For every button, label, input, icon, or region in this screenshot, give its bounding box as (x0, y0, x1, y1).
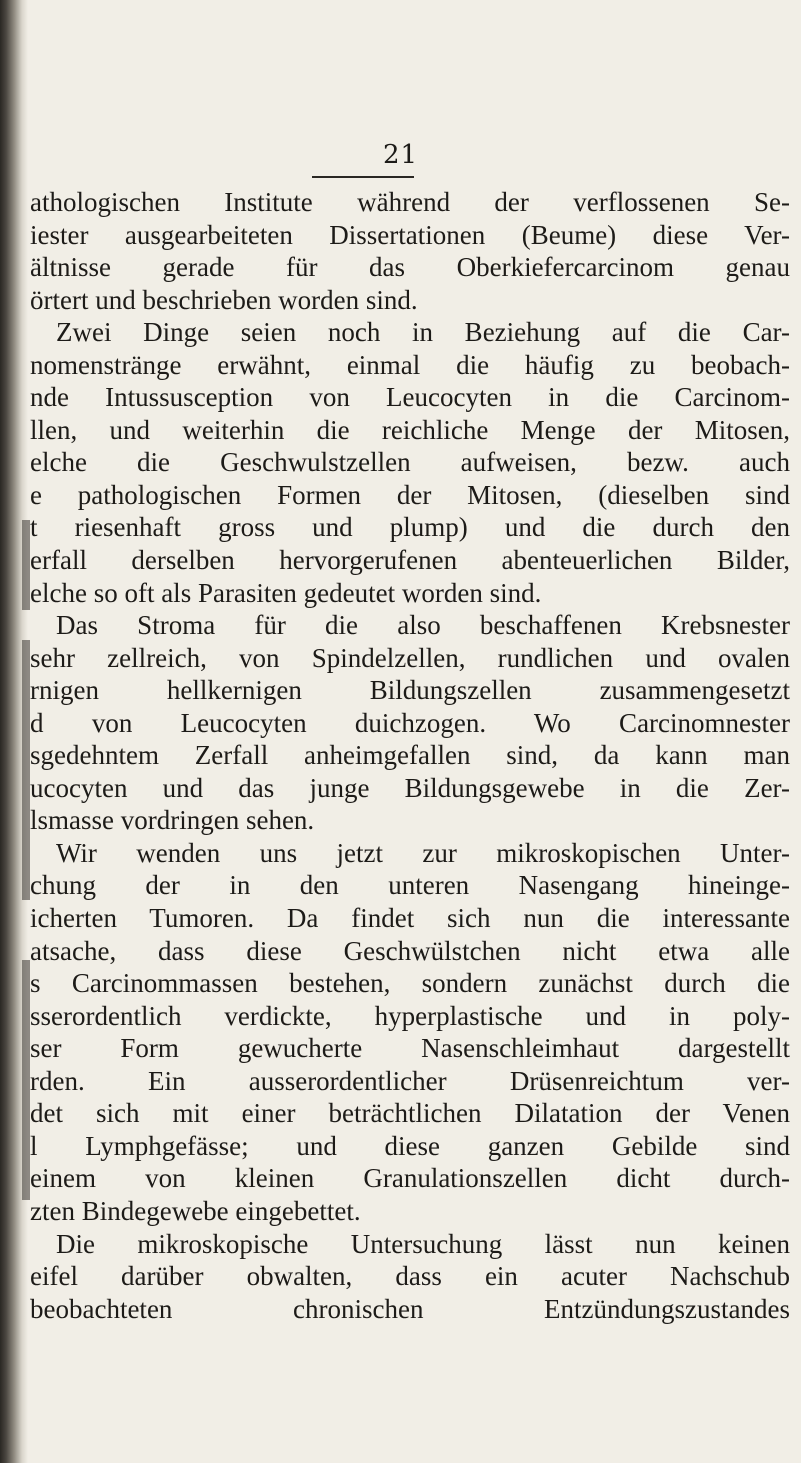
text-line: t riesenhaft gross und plump) und die durch den (30, 512, 790, 543)
text-line: rden. Ein ausserordentlicher Drüsenreichtum ver- (30, 1065, 790, 1096)
text-line: l Lymphgefässe; und diese ganzen Gebilde sind (30, 1130, 790, 1161)
text-line: llen, und weiterhin die reichliche Menge der Mitosen, (30, 414, 790, 445)
text-line: zten Bindegewebe eingebettet. (30, 1195, 361, 1226)
text-line: sgedehntem Zerfall anheimgefallen sind, da kann man (30, 740, 790, 771)
text-line: örtert und beschrieben worden sind. (30, 284, 418, 315)
text-line: elche so oft als Parasiten gedeutet worden sind. (30, 577, 542, 608)
gutter-mark (22, 520, 30, 610)
page-number: 21 (382, 140, 419, 170)
text-line: Das Stroma für die also beschaffenen Krebsnester (56, 610, 790, 641)
text-line: ältnisse gerade für das Oberkiefercarcinom genau (30, 252, 790, 283)
text-line: sserordentlich verdickte, hyperplastische und in poly- (30, 1000, 790, 1031)
text-line: einem von kleinen Granulationszellen dicht durch- (30, 1163, 790, 1194)
text-line: ucocyten und das junge Bildungsgewebe in die Zer- (30, 772, 790, 803)
text-line: ser Form gewucherte Nasenschleimhaut dargestellt (30, 1033, 790, 1064)
text-line: Wir wenden uns jetzt zur mikroskopischen Unter- (56, 837, 790, 868)
text-line: Die mikroskopische Untersuchung lässt nun keinen (56, 1228, 790, 1259)
text-line: beobachteten chronischen Entzündungszustandes (30, 1293, 790, 1324)
text-line: rnigen hellkernigen Bildungszellen zusammengesetzt (30, 675, 790, 706)
text-line: erfall derselben hervorgerufenen abenteuerlichen Bilder, (30, 545, 790, 576)
text-line: eifel darüber obwalten, dass ein acuter Nachschub (30, 1261, 790, 1292)
text-line: chung der in den unteren Nasengang hineinge- (30, 870, 790, 901)
text-line: nomenstränge erwähnt, einmal die häufig zu beobach- (30, 349, 790, 380)
text-line: icherten Tumoren. Da findet sich nun die interessante (30, 903, 790, 934)
text-line: atsache, dass diese Geschwülstchen nicht etwa alle (30, 935, 790, 966)
body-text (30, 186, 790, 1325)
text-line: elche die Geschwulstzellen aufweisen, bezw. auch (30, 447, 790, 478)
text-line: det sich mit einer beträchtlichen Dilatation der Venen (30, 1098, 790, 1129)
text-line: iester ausgearbeiteten Dissertationen (Beume) diese Ver- (30, 219, 790, 250)
text-line: d von Leucocyten duichzogen. Wo Carcinomnester (30, 707, 790, 738)
text-line: sehr zellreich, von Spindelzellen, rundlichen und ovalen (30, 642, 790, 673)
text-line: athologischen Institute während der verflossenen Se- (30, 187, 790, 217)
text-line: nde Intussusception von Leucocyten in die Carcinom- (30, 382, 790, 413)
text-line: e pathologischen Formen der Mitosen, (dieselben sind (30, 479, 790, 510)
text-line: lsmasse vordringen sehen. (30, 805, 315, 836)
text-line: Zwei Dinge seien noch in Beziehung auf die Car- (56, 317, 790, 348)
text-line: s Carcinommassen bestehen, sondern zunächst durch die (30, 968, 790, 999)
gutter-mark (22, 960, 30, 1200)
gutter-mark (22, 640, 30, 900)
page-number-rule (312, 176, 414, 178)
